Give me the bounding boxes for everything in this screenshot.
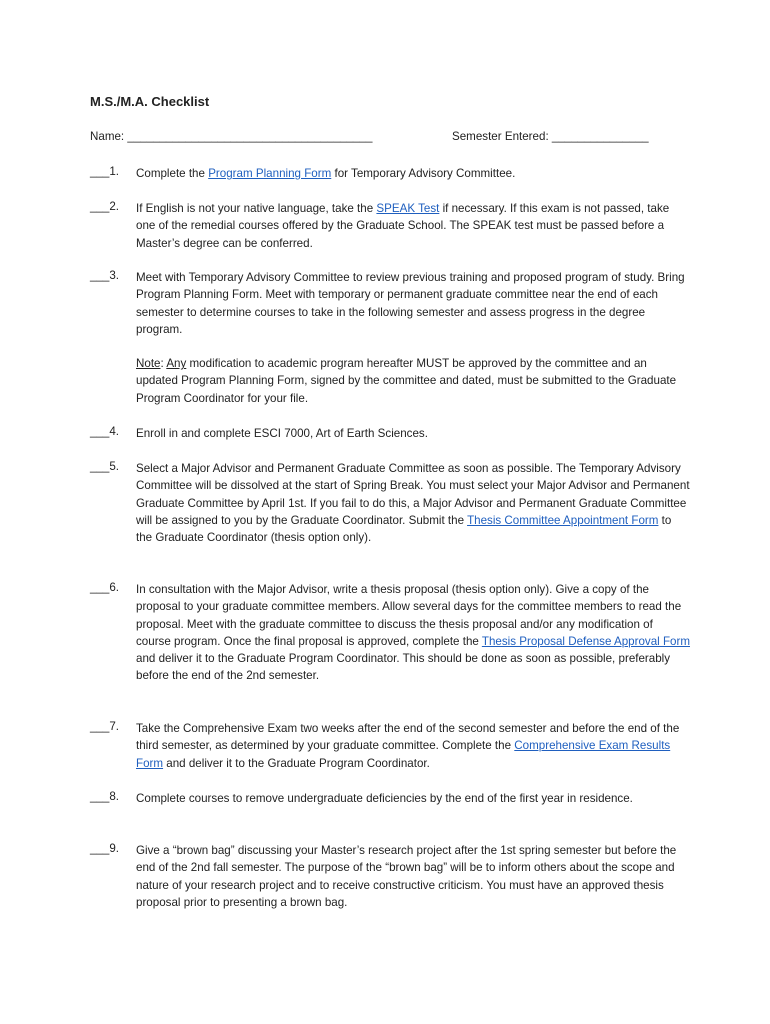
item-text	[136, 460, 690, 546]
checklist-item-5	[90, 460, 690, 546]
item-text	[136, 581, 690, 685]
item-text-before: Take the Comprehensive Exam two weeks after the end of the second semester and before the end of the third semester, as determined by your graduate committee. Complete the	[136, 722, 680, 753]
item-text-before: If English is not your native language, take the	[136, 202, 377, 215]
comprehensive-exam-results-form-link[interactable]: Comprehensive Exam Results Form	[136, 739, 671, 770]
program-planning-form-link[interactable]: Program Planning Form	[208, 167, 332, 180]
item-paragraph: Meet with Temporary Advisory Committee to review previous training and proposed program of study. Bring Program Planning Form. Meet with temporary or permanent graduate committee near the end of each semester to determine courses to take in the following semester and assess progress in the degree program.	[136, 271, 685, 336]
checklist-item-6	[90, 581, 690, 685]
item-text-after: and deliver it to the Graduate Program Coordinator.	[163, 756, 430, 770]
item-number: ___3.	[90, 269, 120, 282]
checklist-item-3	[90, 269, 690, 407]
checklist-item-4	[90, 425, 690, 442]
item-text-before: Select a Major Advisor and Permanent Graduate Committee as soon as possible. The Temporary Advisory Committee will be dissolved at the start of Spring Break. You must select your Major Advisor and Permanent Graduate Committee by April 1st. If you fail to do this, a Major Advisor and Permanent Graduate Committee will be assigned to you by the Graduate Coordinator. Submit the	[136, 462, 690, 527]
semester-entered-line: Semester Entered: _______________	[452, 130, 649, 143]
item-text: Complete courses to remove undergraduate deficiencies by the end of the first year in residence.	[136, 792, 633, 805]
note-any: Any	[166, 357, 187, 371]
name-field-line: Name: ______________________________________	[90, 130, 373, 143]
item-number: ___9.	[90, 842, 120, 855]
thesis-proposal-defense-approval-form-link[interactable]: Thesis Proposal Defense Approval Form	[481, 634, 690, 648]
checklist-item-7	[90, 720, 690, 772]
item-text-after: and deliver it to the Graduate Program Coordinator. This should be done as soon as possible, preferably before the end of the 2nd semester.	[136, 652, 671, 683]
note-label: Note	[136, 357, 161, 371]
page-title: M.S./M.A. Checklist	[90, 94, 210, 109]
item-number: ___4.	[90, 425, 120, 438]
item-number: ___8.	[90, 790, 120, 803]
item-text	[136, 165, 690, 182]
thesis-committee-appointment-form-link[interactable]: Thesis Committee Appointment Form	[467, 513, 659, 527]
checklist-item-9	[90, 842, 690, 911]
item-number: ___1.	[90, 165, 120, 178]
checklist-item-8	[90, 790, 690, 807]
speak-test-link[interactable]: SPEAK Test	[376, 202, 440, 215]
item-text	[136, 200, 690, 252]
item-text-after: if necessary. If this exam is not passed, take one of the remedial courses offered by the Graduate School. The SPEAK test must be passed before a Master’s degree can be conferred.	[136, 202, 670, 250]
item-text-after: for Temporary Advisory Committee.	[331, 167, 516, 180]
item-number: ___6.	[90, 581, 120, 594]
checklist-item-1	[90, 165, 690, 182]
item-text	[136, 269, 690, 407]
note-paragraph: Note: Any modification to academic program hereafter MUST be approved by the committee and an updated Program Planning Form, signed by the committee and dated, must be submitted to the Graduate Program Coordinator for your file.	[136, 357, 677, 405]
item-text-after: to the Graduate Coordinator (thesis option only).	[136, 513, 672, 545]
item-text-before: Complete the	[136, 167, 209, 180]
item-number: ___5.	[90, 460, 120, 473]
item-number: ___2.	[90, 200, 120, 213]
item-text	[136, 720, 690, 772]
item-text: Enroll in and complete ESCI 7000, Art of Earth Sciences.	[136, 427, 428, 440]
checklist-item-2	[90, 200, 690, 252]
item-number: ___7.	[90, 720, 120, 733]
item-text: Give a “brown bag” discussing your Master’s research project after the 1st spring semester but before the end of the 2nd fall semester. The purpose of the “brown bag” will be to inform others about the scope and nature of your research project and to receive constructive criticism. You must have an approved thesis proposal prior to presenting a brown bag.	[136, 844, 677, 909]
item-text-before: In consultation with the Major Advisor, write a thesis proposal (thesis option only). Give a copy of the proposal to your graduate committee members. Allow several days for the committee members to read the proposal. Meet with the graduate committee to discuss the thesis proposal and/or any modification of course program. Once the final proposal is approved, complete the	[136, 583, 682, 648]
